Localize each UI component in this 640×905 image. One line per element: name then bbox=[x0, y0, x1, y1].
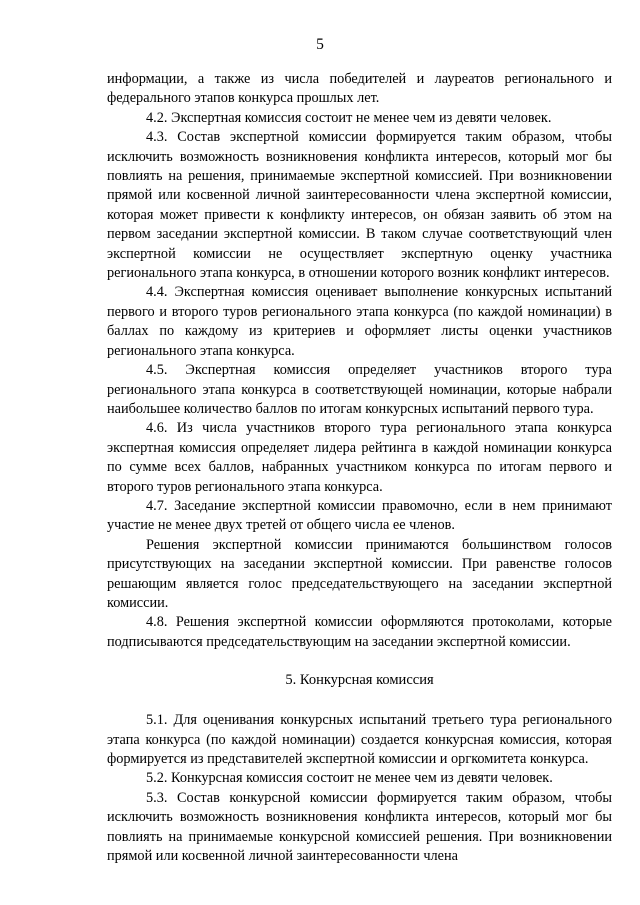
paragraph-4-7-decisions: Решения экспертной комиссии принимаются большинством голосов присутствующих на заседании экспертной комиссии. При равенстве голосов решающим является голос председательствующего на заседании экспертной комиссии. bbox=[107, 536, 612, 611]
page-number: 5 bbox=[316, 36, 324, 53]
paragraph-4-3: 4.3. Состав экспертной комиссии формируется таким образом, чтобы исключить возможность возникновения конфликта интересов, который мог бы повлиять на решения, принимаемые экспертной комиссией. При возникновении прямой или косвенной личной заинтересованности члена экспертной комиссии, которая может привести к конфликту интересов, он обязан заявить об этом на первом заседании экспертной комиссии. В таком случае соответствующий член экспертной комиссии не осуществляет экспертную оценку участника регионального этапа конкурса, в отношении которого возник конфликт интересов. bbox=[107, 129, 612, 282]
paragraph-5-3: 5.3. Состав конкурсной комиссии формируется таким образом, чтобы исключить возможность возникновения конфликта интересов, который мог бы повлиять на принимаемые конкурсной комиссией решения. При возникновении прямой или косвенной личной заинтересованности члена bbox=[107, 789, 612, 865]
paragraph-continuation: информации, а также из числа победителей и лауреатов регионального и федерального этапов конкурса прошлых лет. bbox=[107, 71, 612, 107]
paragraph-5-2: 5.2. Конкурсная комиссия состоит не менее чем из девяти человек. bbox=[146, 770, 553, 787]
paragraph-4-6: 4.6. Из числа участников второго тура регионального этапа конкурса экспертная комиссия определяет лидера рейтинга в каждой номинации конкурса по сумме всех баллов, набранных участником конкурса по итогам первого и второго туров регионального этапа конкурса. bbox=[107, 420, 612, 495]
paragraph-4-8: 4.8. Решения экспертной комиссии оформляются протоколами, которые подписываются председательствующим на заседании экспертной комиссии. bbox=[107, 614, 612, 650]
paragraph-4-2: 4.2. Экспертная комиссия состоит не менее чем из девяти человек. bbox=[146, 109, 552, 126]
paragraph-5-1: 5.1. Для оценивания конкурсных испытаний третьего тура регионального этапа конкурса (по каждой номинации) создается конкурсная комиссия, которая формируется из представителей экспертной комиссии и оргкомитета конкурса. bbox=[107, 712, 612, 767]
paragraph-4-4: 4.4. Экспертная комиссия оценивает выполнение конкурсных испытаний первого и второго туров регионального этапа конкурса (по каждой номинации) в баллах по каждому из критериев и оформляет листы оценки участников регионального этапа конкурса. bbox=[107, 284, 612, 359]
document-body bbox=[107, 70, 612, 866]
section-heading: 5. Конкурсная комиссия bbox=[285, 672, 434, 689]
paragraph-4-5: 4.5. Экспертная комиссия определяет участников второго тура регионального этапа конкурса в соответствующей номинации, которые набрали наибольшее количество баллов по итогам конкурсных испытаний первого тура. bbox=[107, 362, 612, 417]
paragraph-4-7: 4.7. Заседание экспертной комиссии правомочно, если в нем принимают участие не менее двух третей от общего числа ее членов. bbox=[107, 497, 612, 534]
